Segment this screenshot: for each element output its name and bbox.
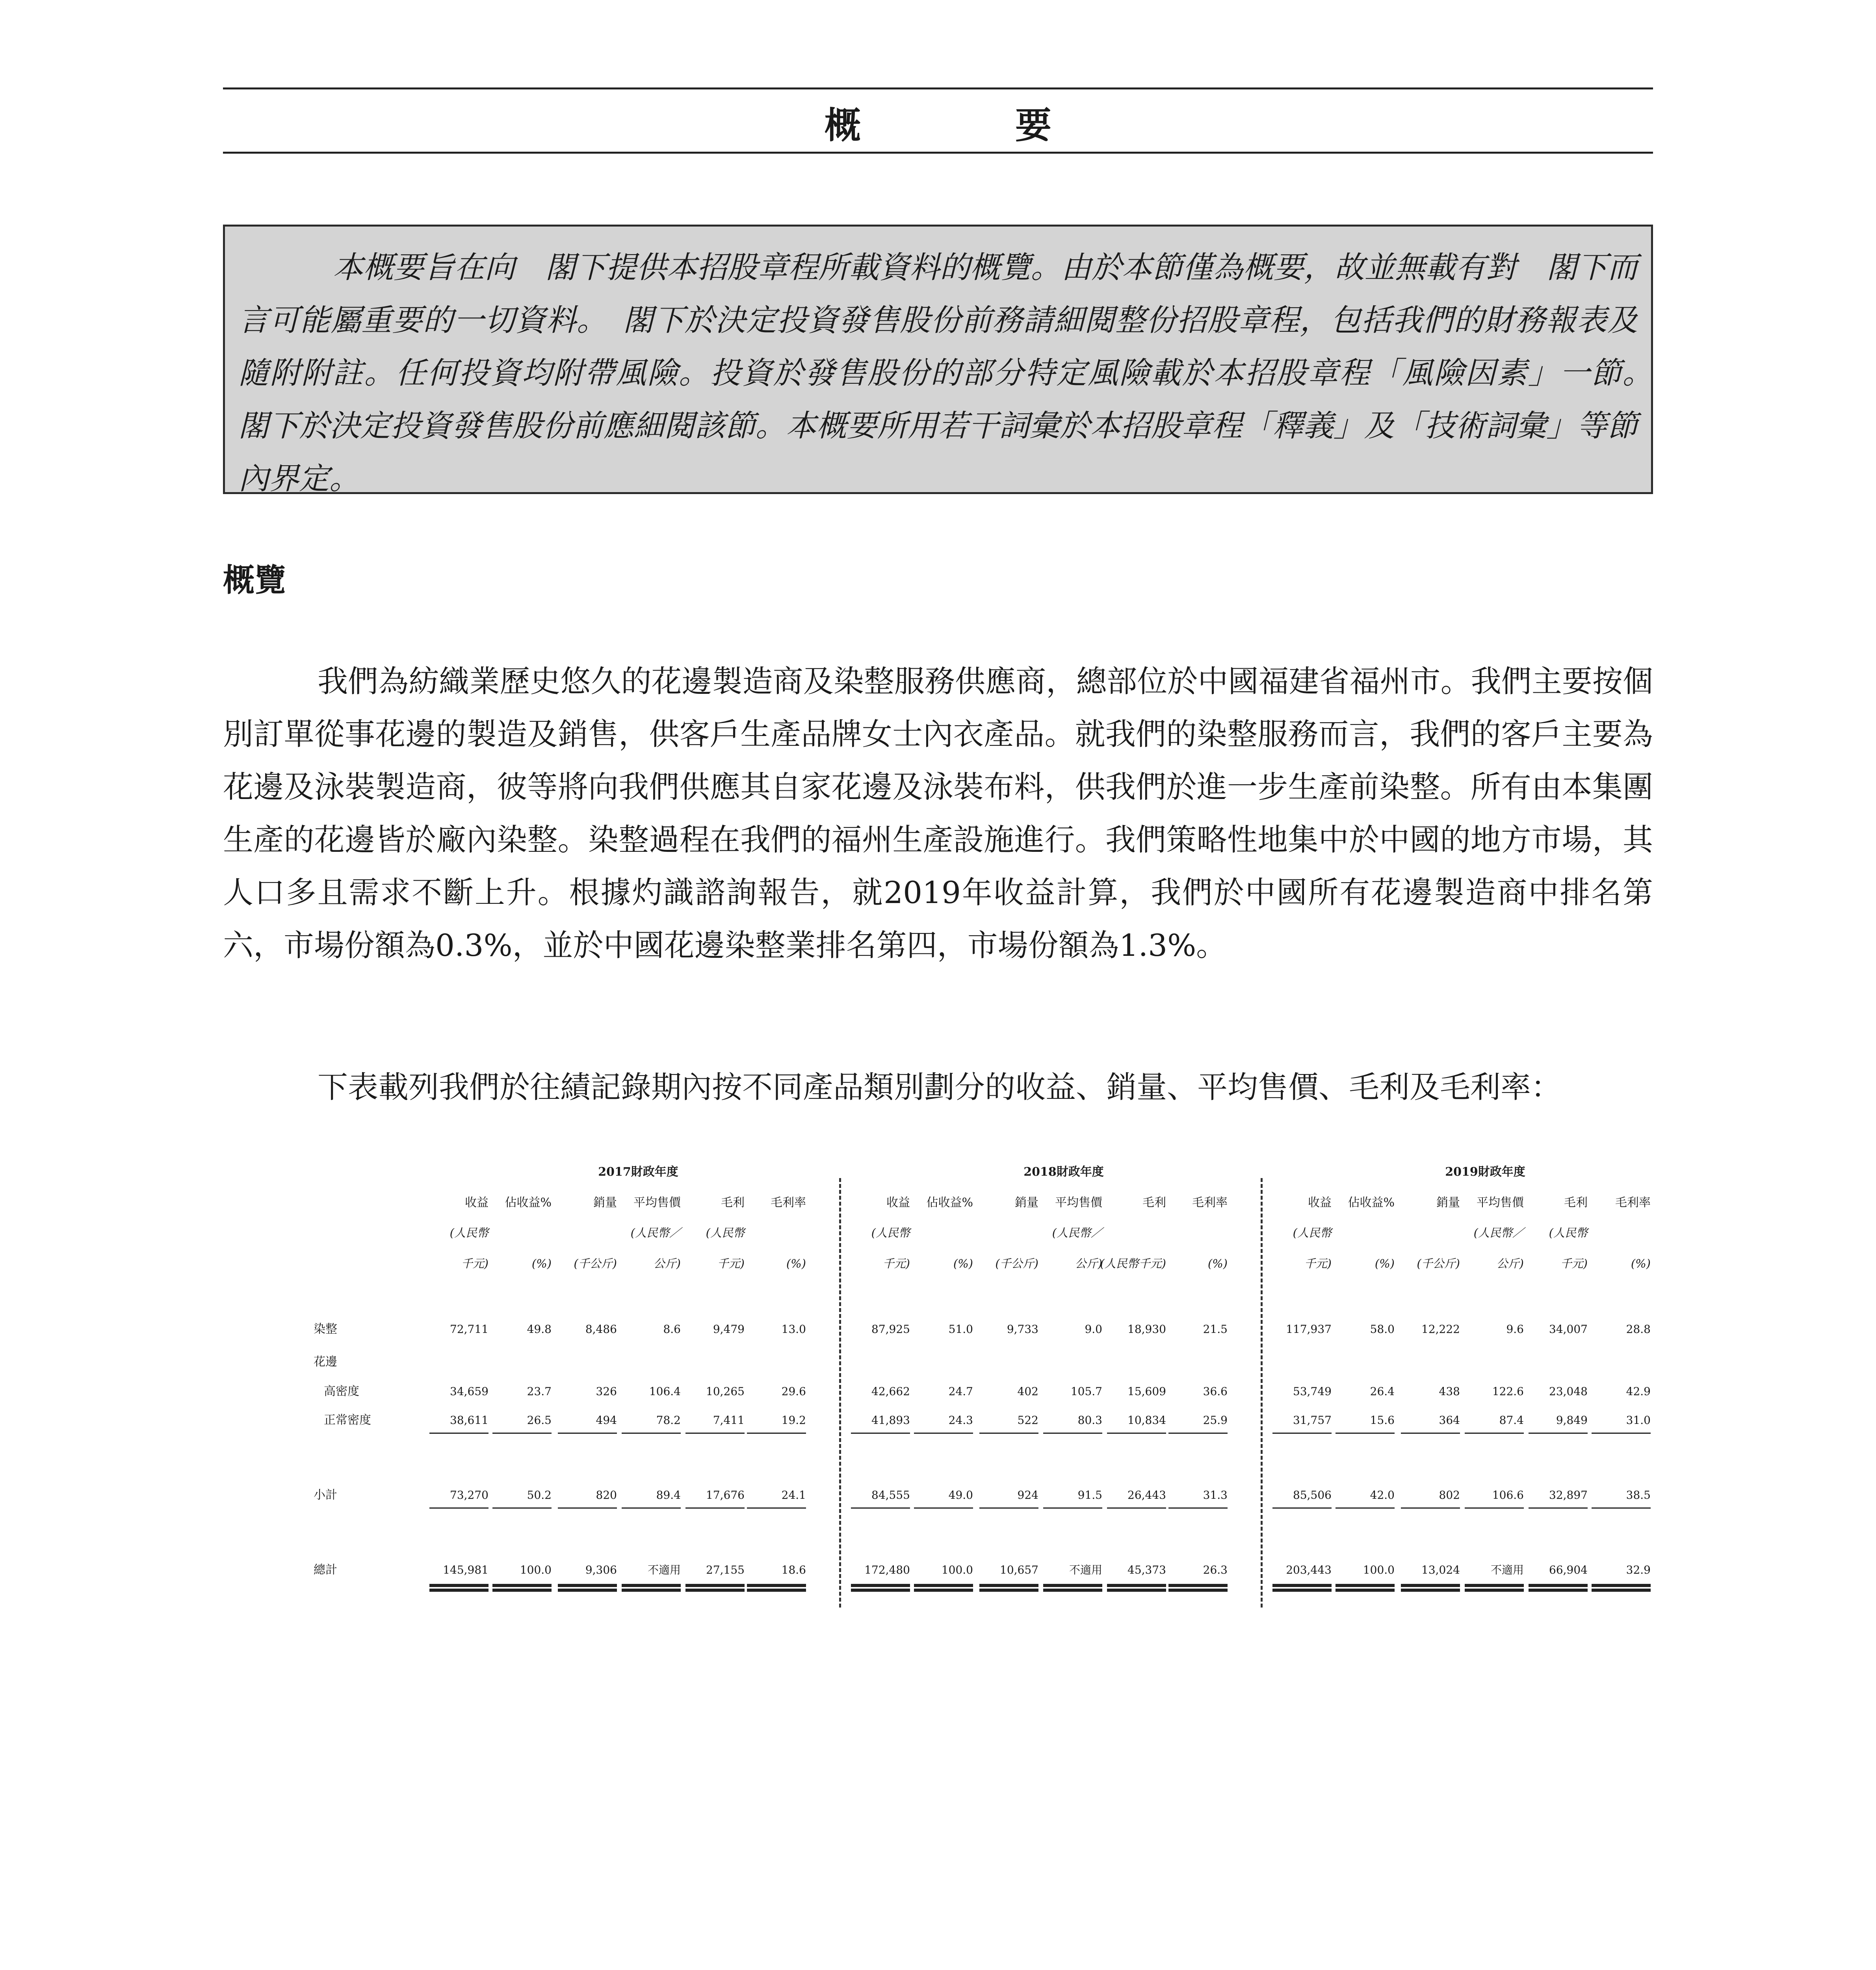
table-cell: 13.0 xyxy=(781,1323,806,1336)
table-column-header: 佔收益% xyxy=(505,1196,552,1210)
table-cell: 38.5 xyxy=(1626,1489,1651,1502)
table-double-rule xyxy=(1043,1584,1102,1592)
table-cell: 32,897 xyxy=(1549,1489,1588,1502)
table-double-rule xyxy=(1107,1584,1166,1592)
table-row-label: 高密度 xyxy=(324,1385,359,1398)
table-row-label: 花邊 xyxy=(314,1355,337,1369)
table-column-header: 毛利 xyxy=(1564,1196,1588,1210)
table-column-header: 平均售價 xyxy=(633,1196,681,1210)
table-double-rule xyxy=(1592,1584,1651,1592)
table-column-unit: (人民幣 xyxy=(1549,1226,1588,1240)
table-cell: 85,506 xyxy=(1293,1489,1332,1502)
table-subtotal-rule xyxy=(851,1433,910,1434)
table-subtotal-rule xyxy=(429,1433,489,1434)
table-double-rule xyxy=(1401,1584,1460,1592)
table-subtotal-rule xyxy=(1107,1433,1166,1434)
table-group-header: 2018財政年度 xyxy=(1023,1165,1104,1179)
table-column-header: 銷量 xyxy=(593,1196,617,1210)
table-column-unit: 千元) xyxy=(1560,1257,1588,1270)
table-column-header: 收益 xyxy=(886,1196,910,1210)
table-cell: 18.6 xyxy=(781,1563,806,1576)
page-title: 概 要 xyxy=(824,104,1111,147)
table-column-header: 平均售價 xyxy=(1055,1196,1102,1210)
table-double-rule xyxy=(851,1584,910,1592)
table-group-header: 2019財政年度 xyxy=(1445,1165,1525,1179)
table-subtotal-rule xyxy=(979,1433,1038,1434)
table-cell: 19.2 xyxy=(781,1414,806,1427)
table-cell: 34,007 xyxy=(1549,1323,1588,1336)
table-column-unit: 千元) xyxy=(1304,1257,1332,1270)
table-total-rule xyxy=(622,1507,681,1509)
table-double-rule xyxy=(1335,1584,1395,1592)
table-cell: 117,937 xyxy=(1286,1323,1332,1336)
table-cell: 25.9 xyxy=(1203,1414,1228,1427)
table-group-header: 2017財政年度 xyxy=(598,1165,678,1179)
table-cell: 66,904 xyxy=(1549,1563,1588,1576)
table-cell: 不適用 xyxy=(1069,1563,1102,1576)
table-row-label: 正常密度 xyxy=(324,1413,371,1427)
table-cell: 13,024 xyxy=(1421,1563,1460,1576)
table-cell: 106.6 xyxy=(1492,1489,1524,1502)
table-column-unit: (千公斤) xyxy=(995,1257,1038,1270)
table-cell: 31.3 xyxy=(1203,1489,1228,1502)
table-cell: 924 xyxy=(1017,1489,1038,1502)
table-column-header: 毛利率 xyxy=(1615,1196,1651,1210)
table-cell: 10,265 xyxy=(706,1385,745,1398)
table-cell: 23,048 xyxy=(1549,1385,1588,1398)
table-cell: 80.3 xyxy=(1077,1414,1102,1427)
table-cell: 203,443 xyxy=(1286,1563,1332,1576)
table-column-unit: (%) xyxy=(1374,1257,1395,1270)
table-cell: 21.5 xyxy=(1203,1323,1228,1336)
table-cell: 73,270 xyxy=(450,1489,489,1502)
table-column-unit: (人民幣／ xyxy=(630,1226,681,1240)
table-column-unit: (千公斤) xyxy=(1417,1257,1460,1270)
table-cell: 26,443 xyxy=(1127,1489,1166,1502)
table-cell: 31,757 xyxy=(1293,1414,1332,1427)
table-cell: 8,486 xyxy=(585,1323,617,1336)
table-row-label: 染整 xyxy=(314,1322,337,1336)
table-total-rule xyxy=(1168,1507,1228,1509)
table-cell: 172,480 xyxy=(864,1563,910,1576)
table-cell: 不適用 xyxy=(647,1563,681,1576)
table-subtotal-rule xyxy=(747,1433,806,1434)
table-double-rule xyxy=(1168,1584,1228,1592)
table-column-unit: (人民幣 xyxy=(1293,1226,1332,1240)
table-column-unit: 公斤) xyxy=(653,1257,681,1270)
table-cell: 494 xyxy=(596,1414,617,1427)
table-column-header: 銷量 xyxy=(1015,1196,1038,1210)
table-cell: 36.6 xyxy=(1203,1385,1228,1398)
table-double-rule xyxy=(685,1584,745,1592)
table-cell: 58.0 xyxy=(1370,1323,1395,1336)
table-cell: 27,155 xyxy=(706,1563,745,1576)
table-cell: 42,662 xyxy=(871,1385,910,1398)
table-cell: 38,611 xyxy=(450,1414,489,1427)
table-double-rule xyxy=(622,1584,681,1592)
table-cell: 28.8 xyxy=(1626,1323,1651,1336)
table-cell: 15,609 xyxy=(1127,1385,1166,1398)
overview-paragraph-2: 下表載列我們於往績記錄期內按不同產品類別劃分的收益、銷量、平均售價、毛利及毛利率： xyxy=(318,1070,1561,1105)
table-cell: 145,981 xyxy=(443,1563,489,1576)
table-subtotal-rule xyxy=(622,1433,681,1434)
overview-paragraph-1: 我們為紡織業歷史悠久的花邊製造商及染整服務供應商，總部位於中國福建省福州市。我們主要按個別訂單從事花邊的製造及銷售，供客戶生產品牌女士內衣產品。就我們的染整服務而言，我們的客戶主要為花邊及泳裝製造商，彼等將向我們供應其自家花邊及泳裝布料，供我們於進一步生產前染整。所有由本集團生產的花邊皆於廠內染整。染整過程在我們的福州生產設施進行。我們策略性地集中於中國的地方市場，其人口多且需求不斷上升。根據灼識諮詢報告，就2019年收益計算，我們於中國所有花邊製造商中排名第六，市場份額為0.3%，並於中國花邊染整業排名第四，市場份額為1.3%。 xyxy=(223,664,1653,963)
table-cell: 364 xyxy=(1439,1414,1460,1427)
table-column-unit: 公斤) xyxy=(1496,1257,1524,1270)
table-double-rule xyxy=(492,1584,552,1592)
table-cell: 26.5 xyxy=(527,1414,552,1427)
table-cell: 9,306 xyxy=(585,1563,617,1576)
table-cell: 72,711 xyxy=(450,1323,489,1336)
table-cell: 41,893 xyxy=(871,1414,910,1427)
table-cell: 9,849 xyxy=(1556,1414,1588,1427)
table-cell: 26.4 xyxy=(1370,1385,1395,1398)
table-cell: 105.7 xyxy=(1070,1385,1102,1398)
table-cell: 87,925 xyxy=(871,1323,910,1336)
table-column-unit: (人民幣／ xyxy=(1473,1226,1524,1240)
table-double-rule xyxy=(979,1584,1038,1592)
table-cell: 17,676 xyxy=(706,1489,745,1502)
table-total-rule xyxy=(1107,1507,1166,1509)
table-total-rule xyxy=(1335,1507,1395,1509)
table-subtotal-rule xyxy=(1465,1433,1524,1434)
table-year-divider xyxy=(1261,1178,1263,1608)
table-cell: 45,373 xyxy=(1127,1563,1166,1576)
table-subtotal-rule xyxy=(914,1433,973,1434)
table-column-header: 銷量 xyxy=(1436,1196,1460,1210)
table-column-unit: (千公斤) xyxy=(574,1257,617,1270)
table-cell: 402 xyxy=(1017,1385,1038,1398)
table-cell: 7,411 xyxy=(713,1414,745,1427)
table-total-rule xyxy=(851,1507,910,1509)
table-column-header: 毛利 xyxy=(1142,1196,1166,1210)
table-cell: 24.1 xyxy=(781,1489,806,1502)
table-column-unit: 公斤) xyxy=(1075,1257,1102,1270)
table-cell: 29.6 xyxy=(781,1385,806,1398)
table-cell: 18,930 xyxy=(1127,1323,1166,1336)
table-double-rule xyxy=(1529,1584,1588,1592)
table-column-unit: 千元) xyxy=(461,1257,489,1270)
table-column-header: 收益 xyxy=(465,1196,489,1210)
table-total-rule xyxy=(1529,1507,1588,1509)
table-cell: 24.3 xyxy=(948,1414,973,1427)
table-column-header: 毛利 xyxy=(721,1196,745,1210)
table-column-unit: (人民幣／ xyxy=(1052,1226,1102,1240)
table-row-label: 總計 xyxy=(314,1563,337,1577)
table-double-rule xyxy=(914,1584,973,1592)
table-cell: 84,555 xyxy=(871,1489,910,1502)
table-column-unit: (人民幣 xyxy=(706,1226,745,1240)
table-cell: 438 xyxy=(1439,1385,1460,1398)
table-double-rule xyxy=(1272,1584,1332,1592)
table-cell: 89.4 xyxy=(656,1489,681,1502)
table-total-rule xyxy=(1272,1507,1332,1509)
table-cell: 9,479 xyxy=(713,1323,745,1336)
table-cell: 802 xyxy=(1439,1489,1460,1502)
table-cell: 106.4 xyxy=(649,1385,681,1398)
table-cell: 26.3 xyxy=(1203,1563,1228,1576)
table-column-header: 毛利率 xyxy=(1192,1196,1228,1210)
table-cell: 10,834 xyxy=(1127,1414,1166,1427)
table-cell: 100.0 xyxy=(941,1563,973,1576)
section-heading-overview: 概覽 xyxy=(223,561,286,598)
table-cell: 49.8 xyxy=(527,1323,552,1336)
table-cell: 122.6 xyxy=(1492,1385,1524,1398)
table-subtotal-rule xyxy=(685,1433,745,1434)
table-cell: 51.0 xyxy=(948,1323,973,1336)
table-cell: 326 xyxy=(596,1385,617,1398)
table-total-rule xyxy=(979,1507,1038,1509)
table-total-rule xyxy=(558,1507,617,1509)
table-cell: 32.9 xyxy=(1626,1563,1651,1576)
table-row-label: 小計 xyxy=(314,1488,337,1502)
table-cell: 8.6 xyxy=(663,1323,681,1336)
table-cell: 50.2 xyxy=(527,1489,552,1502)
table-column-header: 佔收益% xyxy=(1348,1196,1395,1210)
table-subtotal-rule xyxy=(1168,1433,1228,1434)
table-subtotal-rule xyxy=(492,1433,552,1434)
table-column-header: 佔收益% xyxy=(926,1196,973,1210)
table-double-rule xyxy=(558,1584,617,1592)
table-total-rule xyxy=(1465,1507,1524,1509)
table-cell: 24.7 xyxy=(948,1385,973,1398)
table-total-rule xyxy=(914,1507,973,1509)
table-cell: 42.0 xyxy=(1370,1489,1395,1502)
table-total-rule xyxy=(685,1507,745,1509)
table-cell: 820 xyxy=(596,1489,617,1502)
table-cell: 9,733 xyxy=(1007,1323,1038,1336)
table-year-divider xyxy=(839,1178,841,1608)
table-cell: 53,749 xyxy=(1293,1385,1332,1398)
disclaimer-box xyxy=(223,225,1668,496)
table-column-unit: 千元) xyxy=(717,1257,745,1270)
table-cell: 9.0 xyxy=(1085,1323,1102,1336)
table-cell: 34,659 xyxy=(450,1385,489,1398)
table-cell: 31.0 xyxy=(1626,1414,1651,1427)
table-subtotal-rule xyxy=(1529,1433,1588,1434)
table-subtotal-rule xyxy=(1043,1433,1102,1434)
table-double-rule xyxy=(429,1584,489,1592)
table-column-header: 平均售價 xyxy=(1477,1196,1524,1210)
table-double-rule xyxy=(1465,1584,1524,1592)
table-cell: 42.9 xyxy=(1626,1385,1651,1398)
table-cell: 49.0 xyxy=(948,1489,973,1502)
table-total-rule xyxy=(747,1507,806,1509)
table-subtotal-rule xyxy=(1335,1433,1395,1434)
table-double-rule xyxy=(747,1584,806,1592)
table-column-unit: (%) xyxy=(1631,1257,1651,1270)
table-subtotal-rule xyxy=(1592,1433,1651,1434)
table-cell: 100.0 xyxy=(1363,1563,1395,1576)
table-total-rule xyxy=(492,1507,552,1509)
table-cell: 12,222 xyxy=(1421,1323,1460,1336)
table-cell: 87.4 xyxy=(1499,1414,1524,1427)
table-column-header: 毛利率 xyxy=(771,1196,806,1210)
table-column-unit: (人民幣千元) xyxy=(1100,1257,1166,1270)
table-column-unit: (人民幣 xyxy=(449,1226,489,1240)
table-column-unit: (人民幣 xyxy=(871,1226,910,1240)
table-cell: 91.5 xyxy=(1077,1489,1102,1502)
page-header xyxy=(223,87,1653,154)
table-cell: 15.6 xyxy=(1370,1414,1395,1427)
table-total-rule xyxy=(429,1507,489,1509)
table-subtotal-rule xyxy=(1401,1433,1460,1434)
table-column-unit: (%) xyxy=(786,1257,806,1270)
table-column-header: 收益 xyxy=(1308,1196,1332,1210)
table-cell: 不適用 xyxy=(1490,1563,1524,1576)
table-cell: 522 xyxy=(1017,1414,1038,1427)
table-subtotal-rule xyxy=(1272,1433,1332,1434)
table-cell: 9.6 xyxy=(1506,1323,1524,1336)
table-column-unit: (%) xyxy=(1207,1257,1228,1270)
table-cell: 100.0 xyxy=(520,1563,552,1576)
table-column-unit: (%) xyxy=(531,1257,552,1270)
table-cell: 78.2 xyxy=(656,1414,681,1427)
table-subtotal-rule xyxy=(558,1433,617,1434)
table-cell: 23.7 xyxy=(527,1385,552,1398)
table-column-unit: (%) xyxy=(953,1257,973,1270)
table-total-rule xyxy=(1592,1507,1651,1509)
disclaimer-text: 本概要旨在向 閣下提供本招股章程所載資料的概覽。由於本節僅為概要，故並無載有對 閣下而言可能屬重要的一切資料。 閣下於決定投資發售股份前務請細閱整份招股章程，包括我們的財務報表及隨附附註。任何投資均附帶風險。投資於發售股份的部分特定風險載於本招股章程「風險因素」一節。 閣下於決定投資發售股份前應細閱該節。本概要所用若干詞彙於本招股章程「釋義」及「技術詞彙」等節內界定。 xyxy=(238,250,1668,496)
table-total-rule xyxy=(1043,1507,1102,1509)
table-total-rule xyxy=(1401,1507,1460,1509)
table-column-unit: 千元) xyxy=(882,1257,910,1270)
table-cell: 10,657 xyxy=(1000,1563,1038,1576)
